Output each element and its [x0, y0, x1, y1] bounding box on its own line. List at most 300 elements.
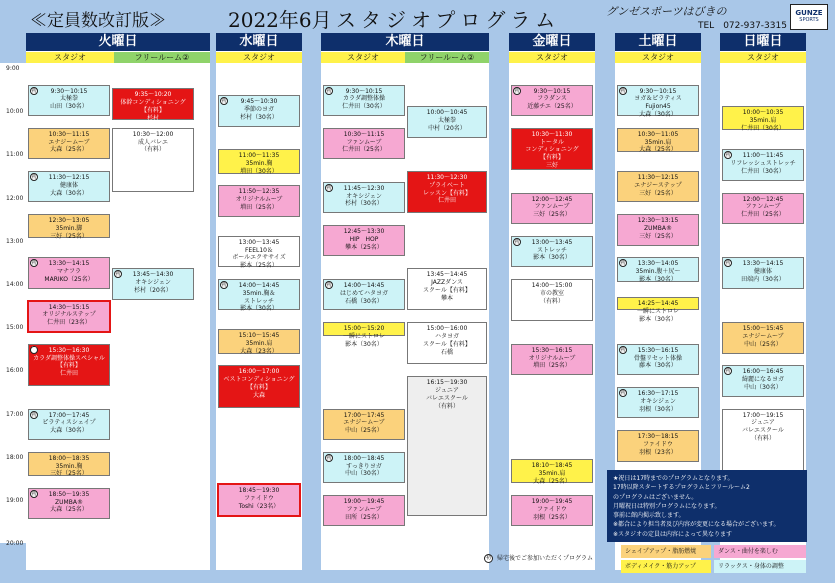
beginner-icon: 初	[326, 454, 332, 461]
time-label: 17:00	[6, 410, 24, 418]
day-header-sat: 土曜日	[615, 33, 701, 51]
class-instructor: 仁井田（25名）	[342, 146, 386, 154]
notice-line: 月曜祝日は特別プログラムになります。	[613, 502, 721, 510]
class-time: 12:00～12:45	[742, 195, 784, 203]
class-name: 35min.肩	[538, 469, 566, 477]
class-instructor: 中山（30名）	[345, 470, 383, 478]
subhead-sun-studio: スタジオ	[720, 52, 806, 63]
class-instructor: 近藤チエ（25名）	[527, 103, 577, 111]
class-instructor: （有料）	[539, 297, 564, 305]
class-name: 35min.腹＋尻～	[635, 268, 681, 276]
day-header-sun: 日曜日	[720, 33, 806, 51]
class-time: 9:30～10:15	[639, 87, 677, 95]
class-time: 19:00～19:45	[531, 498, 573, 505]
class-name: JAZZダンス	[431, 278, 463, 286]
beginner-icon: 初	[31, 174, 37, 180]
class-card	[511, 236, 593, 267]
class-instructor: 羽根（30名）	[639, 405, 677, 413]
class-instructor: MARIKO（25名）	[44, 275, 94, 283]
class-time: 15:00～15:20	[343, 325, 385, 333]
class-time: 18:50～19:35	[48, 490, 90, 498]
class-instructor: 三好（25名）	[50, 470, 88, 478]
notice-line: ★祝日は17時までのプログラムとなります。	[613, 475, 734, 482]
class-card	[323, 128, 405, 159]
class-card	[617, 297, 699, 323]
class-time: 10:30～11:30	[531, 130, 573, 138]
class-time: 9:30～10:15	[345, 87, 383, 95]
class-name-extra: 【有料】	[246, 383, 271, 391]
class-instructor: 羽根（25名）	[533, 513, 571, 521]
class-card	[617, 387, 699, 418]
class-instructor: 影本（30名）	[639, 275, 677, 283]
logo-sub: SPORTS	[799, 17, 819, 23]
class-card	[28, 409, 110, 440]
class-name-extra: 【有料】	[56, 362, 81, 370]
page-title: 2022年6月	[228, 8, 332, 32]
brand-logo	[790, 4, 828, 30]
beginner-icon: 初	[725, 260, 731, 267]
beginner-icon: 初	[31, 490, 37, 497]
class-card	[722, 193, 804, 224]
class-card	[112, 88, 194, 122]
class-instructor: （有料）	[434, 402, 459, 410]
subhead-thu-free: フリールーム②	[405, 52, 489, 63]
class-time: 15:30～16:15	[531, 346, 573, 354]
edition-note: ≪定員数改訂版≫	[30, 11, 166, 31]
class-card	[218, 185, 300, 216]
class-name: FEEL10＆	[244, 246, 273, 254]
beginner-icon: 初	[31, 346, 37, 353]
class-name: ファンムーブ	[346, 138, 382, 146]
notice-line: のプログラムはございません。	[613, 493, 698, 501]
subhead-sat-studio: スタジオ	[615, 52, 701, 63]
class-time: 10:30～11:05	[637, 130, 679, 138]
class-instructor: 石橋（30名）	[345, 297, 383, 305]
class-card	[722, 365, 804, 396]
class-time: 14:30～15:15	[48, 303, 90, 311]
class-card	[407, 376, 487, 515]
class-name-extra: スクール【有料】	[423, 286, 471, 294]
class-instructor: 三好（25名）	[533, 211, 571, 219]
class-time: 17:00～17:45	[343, 411, 385, 419]
class-card	[617, 128, 699, 152]
class-instructor: 仁井田	[59, 370, 78, 378]
class-time: 12:00～12:45	[531, 195, 573, 203]
legend-shape: シェイプアップ・脂肪燃焼	[621, 545, 711, 558]
class-card	[511, 279, 593, 321]
beginner-icon: 初	[31, 87, 37, 94]
class-time: 9:35～10:20	[134, 91, 172, 99]
class-instructor: 三好（25名）	[639, 232, 677, 240]
class-time: 14:00～14:45	[238, 282, 280, 289]
class-instructor: 大森（30名）	[639, 110, 677, 118]
class-time: 15:30～16:15	[637, 346, 679, 354]
beginner-icon: 初	[725, 152, 731, 159]
beginner-icon: 初	[326, 87, 332, 94]
class-card	[323, 452, 405, 483]
class-time: 9:30～10:15	[50, 87, 88, 95]
class-instructor: 杉村（30名）	[345, 200, 383, 208]
class-instructor: 攀本	[440, 294, 453, 302]
class-name: プライベート	[429, 181, 465, 189]
class-time: 9:30～10:15	[533, 87, 571, 95]
class-card	[28, 452, 110, 476]
class-instructor: 増田（25名）	[240, 203, 278, 211]
time-label: 14:00	[6, 281, 24, 288]
class-name: 一瞬にストロレ	[342, 332, 385, 340]
class-name: カラダ調整体操	[343, 95, 385, 103]
class-instructor: 大森（25名）	[533, 477, 571, 485]
class-time: 19:00～19:45	[343, 498, 385, 505]
class-instructor: 仁井田（30名）	[741, 167, 785, 175]
class-card	[722, 106, 804, 130]
class-instructor: 杉村	[146, 114, 159, 122]
class-card	[407, 268, 487, 310]
class-time: 15:00～16:00	[426, 325, 468, 333]
class-card	[28, 488, 110, 519]
class-name-extra: コンディショニング	[525, 146, 579, 154]
class-card	[407, 322, 487, 364]
class-card	[722, 149, 804, 180]
class-name: トータル	[539, 138, 564, 146]
class-name-extra: ストレッチ	[244, 297, 274, 305]
class-card	[511, 344, 593, 375]
class-name: ファンムーブ	[745, 203, 781, 211]
class-card	[617, 257, 699, 281]
beginner-icon: 初	[514, 87, 520, 94]
class-name: ファイドウ	[537, 505, 567, 513]
class-time: 12:30～13:15	[637, 217, 679, 225]
class-name: エナジームーブ	[742, 332, 784, 340]
class-time: 13:00～13:45	[238, 238, 280, 246]
class-instructor: 杉村（30名）	[240, 113, 278, 121]
time-label: 11:00	[6, 151, 24, 159]
class-time: 18:10～18:45	[531, 462, 573, 469]
legend-note-text: 帰宅後でご参加いただくプログラム	[497, 555, 593, 562]
notice-line: 17時以降スタートするプログラムとフリールーム2	[613, 484, 750, 492]
class-instructor: 影本（25名）	[240, 262, 278, 270]
logo-text: GUNZE	[795, 9, 823, 17]
time-label: 16:00	[6, 367, 24, 375]
day-header-tue: 火曜日	[26, 33, 210, 51]
class-name: 一瞬にストロレ	[636, 307, 679, 315]
class-time: 11:00～11:35	[238, 152, 280, 160]
class-time: 10:30～11:15	[48, 130, 90, 138]
time-axis	[0, 63, 26, 548]
class-instructor: 影本（30名）	[639, 315, 677, 323]
class-name: 体幹コンディショニング	[120, 98, 186, 106]
class-time: 13:00～13:45	[531, 238, 573, 246]
class-instructor: 中山（25名）	[744, 340, 782, 348]
shop-tel: TEL 072-937-3315	[698, 21, 787, 31]
class-name-extra: 【有料】	[140, 106, 165, 114]
class-time: 14:25～14:45	[637, 300, 679, 307]
beginner-icon: 初	[326, 282, 332, 288]
class-time: 11:00～11:45	[742, 152, 784, 160]
class-name: 35min.肩	[749, 116, 777, 124]
class-name: 成人バレエ	[137, 138, 168, 146]
beginner-icon: 初	[221, 282, 227, 288]
class-card	[218, 484, 300, 515]
class-name: ピラティスシェイプ	[42, 419, 96, 427]
class-name: 太極拳	[437, 116, 456, 124]
time-label: 12:00	[6, 194, 24, 202]
class-name: 35min.胸＆	[242, 289, 276, 297]
page-subtitle: スタジオプログラム	[336, 8, 561, 32]
class-time: 13:30～14:15	[48, 260, 90, 268]
class-time: 15:00～15:45	[742, 325, 784, 333]
class-time: 16:00～17:00	[238, 368, 280, 376]
class-name: ハタヨガ	[434, 332, 459, 340]
class-time: 18:00～18:35	[48, 454, 90, 462]
class-card	[511, 128, 593, 170]
class-time: 11:45～12:30	[343, 184, 385, 192]
class-card	[218, 95, 300, 126]
class-name: はじめてハタヨガ	[339, 289, 388, 297]
class-instructor: 仁井田（25名）	[741, 211, 785, 219]
time-label: 13:00	[6, 237, 24, 245]
class-card	[323, 322, 405, 348]
class-card	[617, 171, 699, 202]
beginner-icon: 初	[620, 87, 626, 94]
class-time: 10:30～12:00	[132, 130, 174, 138]
class-instructor: 仁井田	[437, 197, 456, 205]
beginner-icon: 初	[326, 184, 332, 191]
class-card	[28, 257, 110, 288]
class-time: 12:45～13:30	[343, 228, 385, 235]
class-time: 17:00～17:45	[48, 411, 90, 419]
class-instructor: 影本（30名）	[533, 254, 571, 262]
class-name: マナフラ	[56, 268, 81, 276]
class-instructor: 仁井田（30名）	[741, 124, 785, 132]
class-time: 15:30～16:30	[48, 346, 90, 354]
class-time: 18:45～19:30	[238, 487, 280, 495]
class-card	[323, 495, 405, 526]
class-name: すっきりヨガ	[346, 462, 382, 470]
class-name: HIP HOP	[349, 235, 379, 243]
class-card	[323, 182, 405, 213]
class-card	[218, 236, 300, 270]
class-name-extra: Fujion45	[645, 103, 671, 111]
class-name: カラダ調整体操スペシャル	[33, 354, 105, 362]
class-name: オキシジェン	[640, 397, 676, 405]
class-name: 35min.胸	[55, 462, 83, 470]
class-name: オリジナルステップ	[42, 311, 96, 319]
subhead-tue-studio: スタジオ	[26, 52, 114, 63]
class-card	[218, 365, 300, 407]
day-header-fri: 金曜日	[509, 33, 595, 51]
beginner-icon: 初	[31, 260, 37, 267]
class-name: 市の教室	[539, 289, 564, 297]
class-time: 17:30～18:15	[637, 433, 679, 441]
class-card	[617, 85, 699, 116]
class-time: 11:30～12:15	[48, 174, 90, 181]
time-label: 15:00	[6, 324, 24, 332]
class-time: 9:45～10:30	[240, 98, 278, 106]
day-header-thu: 木曜日	[321, 33, 489, 51]
class-card	[407, 171, 487, 213]
class-time: 16:30～17:15	[637, 390, 679, 397]
class-instructor: 仁井田（23名）	[47, 319, 91, 327]
class-card	[323, 85, 405, 116]
time-label: 18:00	[6, 453, 24, 461]
class-name: 35min.胸	[245, 160, 273, 168]
class-time: 10:30～11:15	[343, 130, 385, 138]
class-card	[722, 322, 804, 353]
class-time: 13:30～14:15	[742, 260, 784, 268]
class-card	[511, 193, 593, 224]
class-name: ジュニア	[751, 419, 775, 427]
class-name: エナジーステップ	[634, 181, 682, 189]
class-card	[28, 301, 110, 332]
class-instructor: 三好	[545, 161, 558, 169]
class-name: ジュニア	[435, 386, 459, 394]
class-instructor: 大森（30名）	[50, 189, 88, 197]
class-instructor: 三好（25名）	[639, 189, 677, 197]
subhead-wed-studio: スタジオ	[216, 52, 302, 63]
class-fee: 【有料】	[539, 154, 564, 162]
class-instructor: 影本（30名）	[345, 340, 383, 348]
class-name: オキシジェン	[135, 278, 171, 286]
class-instructor: （有料）	[750, 434, 775, 442]
beginner-icon: 初	[115, 271, 121, 278]
subhead-thu-studio: スタジオ	[321, 52, 405, 63]
class-instructor: 石橋	[440, 348, 453, 356]
class-name: ZUMBA®	[55, 498, 83, 506]
class-card	[218, 279, 300, 313]
legend-relax: リラックス・身体の調整	[714, 560, 806, 573]
class-name: 35min.肩	[644, 138, 672, 146]
holiday-notice	[607, 470, 807, 542]
class-time: 11:30～12:30	[426, 174, 468, 181]
class-instructor: 影本（30名）	[240, 305, 278, 313]
class-name-extra: バレエスクール	[742, 427, 784, 435]
class-name: ベストコンディショニング	[223, 376, 295, 384]
beginner-icon: 初	[620, 260, 626, 267]
class-time: 15:10～15:45	[238, 332, 280, 340]
class-card	[617, 430, 699, 461]
subhead-tue-free: フリールーム②	[114, 52, 210, 63]
class-name: ファンムーブ	[346, 505, 382, 513]
class-card	[218, 149, 300, 173]
class-card	[511, 495, 593, 526]
class-name: ファイドウ	[643, 440, 673, 448]
notice-line: ※スタジオの定員は内容によって異なります	[613, 530, 733, 538]
class-card	[617, 214, 699, 245]
class-name: ストレッチ	[537, 246, 567, 254]
class-card	[722, 257, 804, 288]
class-name: オキシジェン	[346, 192, 382, 200]
class-time: 14:00～15:00	[531, 282, 573, 289]
class-name: フラダンス	[537, 95, 567, 103]
class-name: 35min.肩	[245, 340, 273, 348]
class-name: エナジームーブ	[343, 419, 385, 427]
subhead-fri-studio: スタジオ	[509, 52, 595, 63]
class-instructor: 藤本（30名）	[639, 362, 677, 370]
class-time: 16:15～19:30	[426, 379, 468, 387]
class-time: 10:00～10:35	[742, 109, 784, 117]
class-name-extra: スクール【有料】	[423, 340, 471, 348]
class-card	[511, 459, 593, 483]
class-instructor: 中山（25名）	[345, 427, 383, 435]
notice-line: ※都合により担当者及び内容が変更になる場合がございます。	[613, 521, 780, 529]
class-instructor: 田所（25名）	[345, 513, 383, 521]
class-instructor: 大森	[252, 391, 265, 399]
class-name: リフレッシュストレッチ	[730, 160, 796, 168]
beginner-icon: 初	[221, 98, 227, 105]
class-card	[323, 409, 405, 440]
class-name: オリジナルムーブ	[528, 354, 576, 362]
class-time: 17:00～19:15	[742, 411, 784, 419]
class-name: 健康体	[59, 181, 78, 189]
class-instructor: 杉村（20名）	[134, 286, 172, 294]
class-name: 骨盤リセット体操	[634, 354, 682, 362]
class-instructor: 仁井田（30名）	[342, 103, 386, 111]
legend-dance: ダンス・曲付を楽しむ	[714, 545, 806, 558]
class-name: ヨガ＆ピラティス	[634, 95, 682, 103]
beginner-icon: 初	[485, 555, 491, 561]
class-instructor: 大森（30名）	[50, 427, 88, 435]
beginner-icon: 初	[725, 368, 731, 375]
time-label: 9:00	[6, 65, 20, 72]
notice-line: 事前に館内掲示致します。	[613, 512, 685, 520]
class-name: 35min.脚	[55, 224, 83, 232]
class-instructor: 大森（25名）	[50, 146, 88, 154]
day-header-wed: 水曜日	[216, 33, 302, 51]
class-card	[617, 344, 699, 375]
class-card	[28, 344, 110, 386]
legend-body: ボディメイク・筋力アップ	[621, 560, 711, 573]
class-instructor: 大森（23名）	[240, 347, 278, 355]
class-card	[28, 128, 110, 159]
beginner-icon: 初	[620, 346, 626, 353]
time-label: 20:00	[6, 540, 24, 548]
class-name-extra: バレエスクール	[426, 394, 468, 402]
class-instructor: （有料）	[140, 146, 165, 154]
class-card	[112, 128, 194, 192]
class-name: 季節のヨガ	[243, 106, 274, 114]
time-label: 10:00	[6, 108, 24, 116]
class-card	[218, 329, 300, 353]
beginner-icon: 初	[514, 238, 520, 245]
class-time: 16:00～16:45	[742, 368, 784, 376]
beginner-icon: 初	[31, 411, 37, 418]
class-instructor: 田端内（30名）	[741, 275, 785, 283]
class-instructor: 羽根（23名）	[639, 448, 677, 456]
shop-name: グンゼスポーツはびきの	[606, 5, 727, 18]
class-card	[28, 171, 110, 202]
class-time: 13:45～14:45	[426, 271, 468, 279]
class-instructor: 中村（20名）	[428, 124, 466, 132]
class-card	[323, 279, 405, 310]
class-time: 14:00～14:45	[343, 282, 385, 289]
class-instructor: 増田（30名）	[240, 167, 278, 175]
class-time: 13:30～14:05	[637, 260, 679, 268]
class-time: 18:00～18:45	[343, 454, 385, 462]
class-instructor: 三好（25名）	[50, 232, 88, 240]
class-name: ファンムーブ	[534, 203, 570, 211]
class-time: 12:30～13:05	[48, 217, 90, 225]
time-label: 19:00	[6, 497, 24, 504]
class-name: ファイドウ	[244, 494, 274, 502]
class-name: ZUMBA®	[644, 224, 672, 232]
beginner-icon: 初	[620, 390, 626, 396]
class-card	[323, 225, 405, 256]
class-name: 健康体	[753, 268, 772, 276]
class-instructor: 攀本（25名）	[345, 243, 383, 251]
class-name: 綺麗になるヨガ	[741, 376, 784, 384]
class-instructor: 大森（25名）	[639, 146, 677, 154]
